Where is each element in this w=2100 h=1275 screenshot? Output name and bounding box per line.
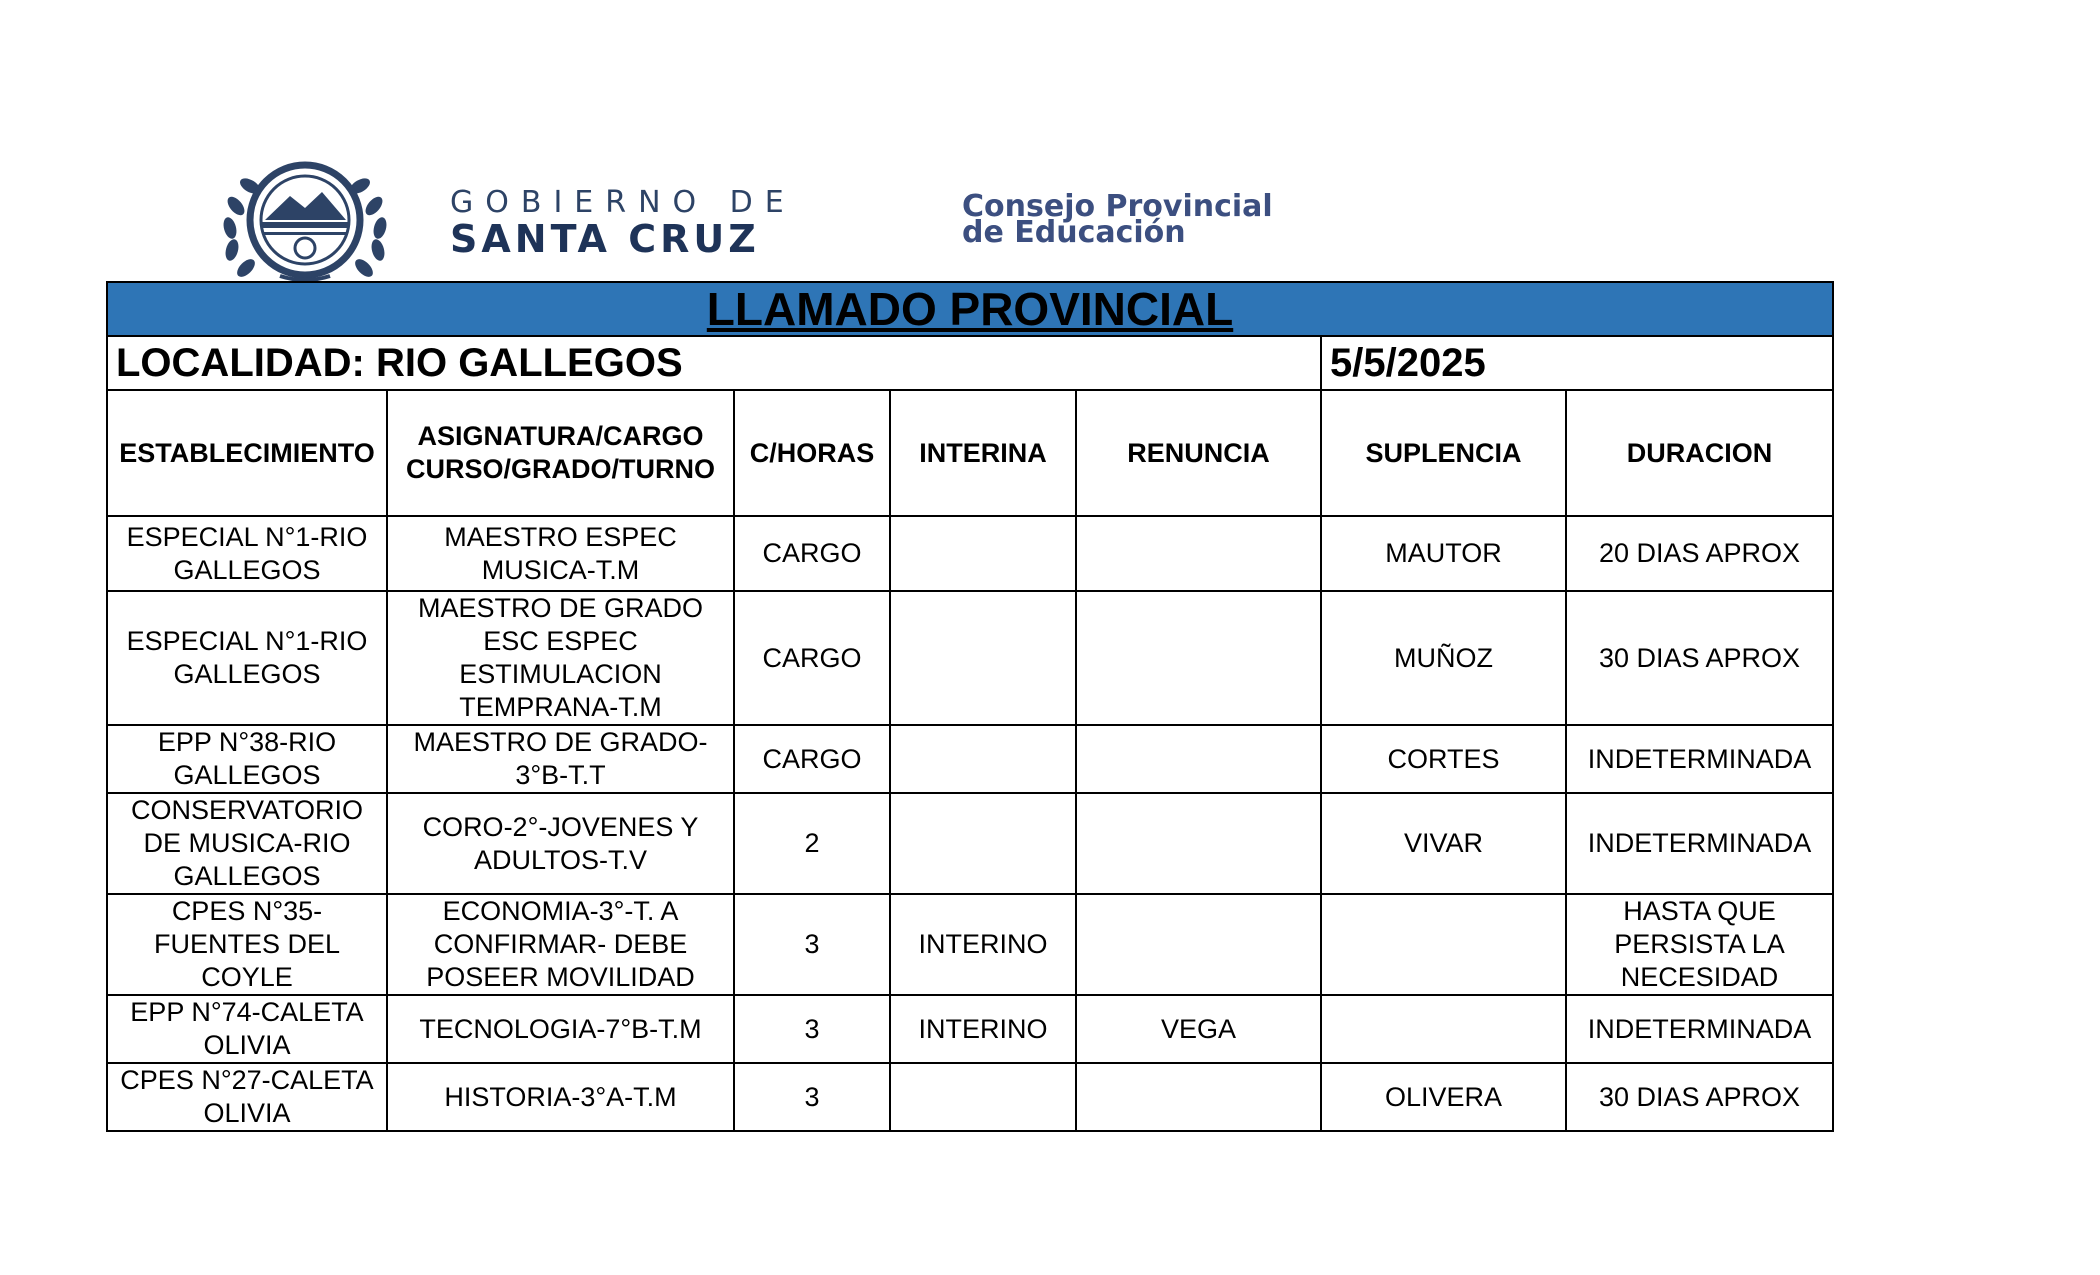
cell-suplencia	[1321, 995, 1566, 1063]
cell-asignatura: CORO-2°-JOVENES Y ADULTOS-T.V	[387, 793, 734, 894]
cell-horas: CARGO	[734, 516, 890, 591]
cell-renuncia	[1076, 793, 1321, 894]
cell-establecimiento: CONSERVATORIO DE MUSICA-RIO GALLEGOS	[107, 793, 387, 894]
title-row	[107, 282, 1833, 336]
cell-horas: 3	[734, 1063, 890, 1131]
table-row	[107, 793, 1833, 894]
title-cell	[107, 282, 1833, 336]
col-establecimiento: ESTABLECIMIENTO	[107, 390, 387, 516]
table-row	[107, 1063, 1833, 1131]
cell-interina	[890, 725, 1076, 793]
table-row	[107, 591, 1833, 725]
cell-suplencia: CORTES	[1321, 725, 1566, 793]
cell-renuncia	[1076, 725, 1321, 793]
cell-duracion: INDETERMINADA	[1566, 725, 1833, 793]
cell-suplencia: VIVAR	[1321, 793, 1566, 894]
cell-interina: INTERINO	[890, 995, 1076, 1063]
cell-establecimiento: ESPECIAL N°1-RIO GALLEGOS	[107, 591, 387, 725]
cell-asignatura: MAESTRO ESPEC MUSICA-T.M	[387, 516, 734, 591]
cell-duracion: INDETERMINADA	[1566, 995, 1833, 1063]
cell-suplencia: OLIVERA	[1321, 1063, 1566, 1131]
col-horas: C/HORAS	[734, 390, 890, 516]
llamado-table	[106, 281, 1834, 1132]
cell-establecimiento: CPES N°35-FUENTES DEL COYLE	[107, 894, 387, 995]
provincial-seal-icon	[210, 158, 400, 282]
localidad-cell: LOCALIDAD: RIO GALLEGOS	[107, 336, 1321, 390]
cell-establecimiento: EPP N°74-CALETA OLIVIA	[107, 995, 387, 1063]
cell-asignatura: HISTORIA-3°A-T.M	[387, 1063, 734, 1131]
table-row	[107, 516, 1833, 591]
localidad-row	[107, 336, 1833, 390]
cell-duracion: 30 DIAS APROX	[1566, 1063, 1833, 1131]
cell-suplencia	[1321, 894, 1566, 995]
cell-establecimiento: EPP N°38-RIO GALLEGOS	[107, 725, 387, 793]
col-asignatura-line1: ASIGNATURA/CARGO	[417, 421, 704, 451]
cell-renuncia	[1076, 591, 1321, 725]
cell-suplencia: MAUTOR	[1321, 516, 1566, 591]
col-asignatura	[387, 390, 734, 516]
consejo-line2: de Educación	[962, 215, 1186, 250]
page-title: LLAMADO PROVINCIAL	[706, 283, 1234, 335]
header-row	[107, 390, 1833, 516]
col-duracion: DURACION	[1566, 390, 1833, 516]
cell-asignatura: TECNOLOGIA-7°B-T.M	[387, 995, 734, 1063]
cell-renuncia	[1076, 1063, 1321, 1131]
col-interina: INTERINA	[890, 390, 1076, 516]
cell-duracion: 30 DIAS APROX	[1566, 591, 1833, 725]
cell-duracion: HASTA QUE PERSISTA LA NECESIDAD	[1566, 894, 1833, 995]
table-row	[107, 894, 1833, 995]
consejo-wordmark	[962, 189, 1273, 250]
col-asignatura-line2: CURSO/GRADO/TURNO	[406, 454, 715, 484]
col-renuncia: RENUNCIA	[1076, 390, 1321, 516]
gov-line2: SANTA CRUZ	[450, 217, 760, 261]
cell-duracion: 20 DIAS APROX	[1566, 516, 1833, 591]
cell-horas: CARGO	[734, 725, 890, 793]
cell-renuncia	[1076, 516, 1321, 591]
gov-line1: GOBIERNO DE	[450, 185, 796, 220]
cell-duracion: INDETERMINADA	[1566, 793, 1833, 894]
cell-renuncia: VEGA	[1076, 995, 1321, 1063]
cell-horas: 3	[734, 995, 890, 1063]
date-cell: 5/5/2025	[1321, 336, 1833, 390]
cell-interina	[890, 1063, 1076, 1131]
col-suplencia: SUPLENCIA	[1321, 390, 1566, 516]
table-row	[107, 725, 1833, 793]
cell-establecimiento: ESPECIAL N°1-RIO GALLEGOS	[107, 516, 387, 591]
cell-asignatura: ECONOMIA-3°-T. A CONFIRMAR- DEBE POSEER MOVILIDAD	[387, 894, 734, 995]
cell-asignatura: MAESTRO DE GRADO ESC ESPEC ESTIMULACION TEMPRANA-T.M	[387, 591, 734, 725]
table-row	[107, 995, 1833, 1063]
government-wordmark	[450, 185, 796, 261]
cell-interina	[890, 516, 1076, 591]
cell-interina: INTERINO	[890, 894, 1076, 995]
cell-renuncia	[1076, 894, 1321, 995]
cell-horas: CARGO	[734, 591, 890, 725]
cell-horas: 3	[734, 894, 890, 995]
cell-asignatura: MAESTRO DE GRADO-3°B-T.T	[387, 725, 734, 793]
cell-interina	[890, 591, 1076, 725]
cell-interina	[890, 793, 1076, 894]
cell-establecimiento: CPES N°27-CALETA OLIVIA	[107, 1063, 387, 1131]
cell-horas: 2	[734, 793, 890, 894]
letterhead	[210, 158, 1410, 282]
cell-suplencia: MUÑOZ	[1321, 591, 1566, 725]
consejo-line1: Consejo Provincial	[962, 189, 1273, 224]
